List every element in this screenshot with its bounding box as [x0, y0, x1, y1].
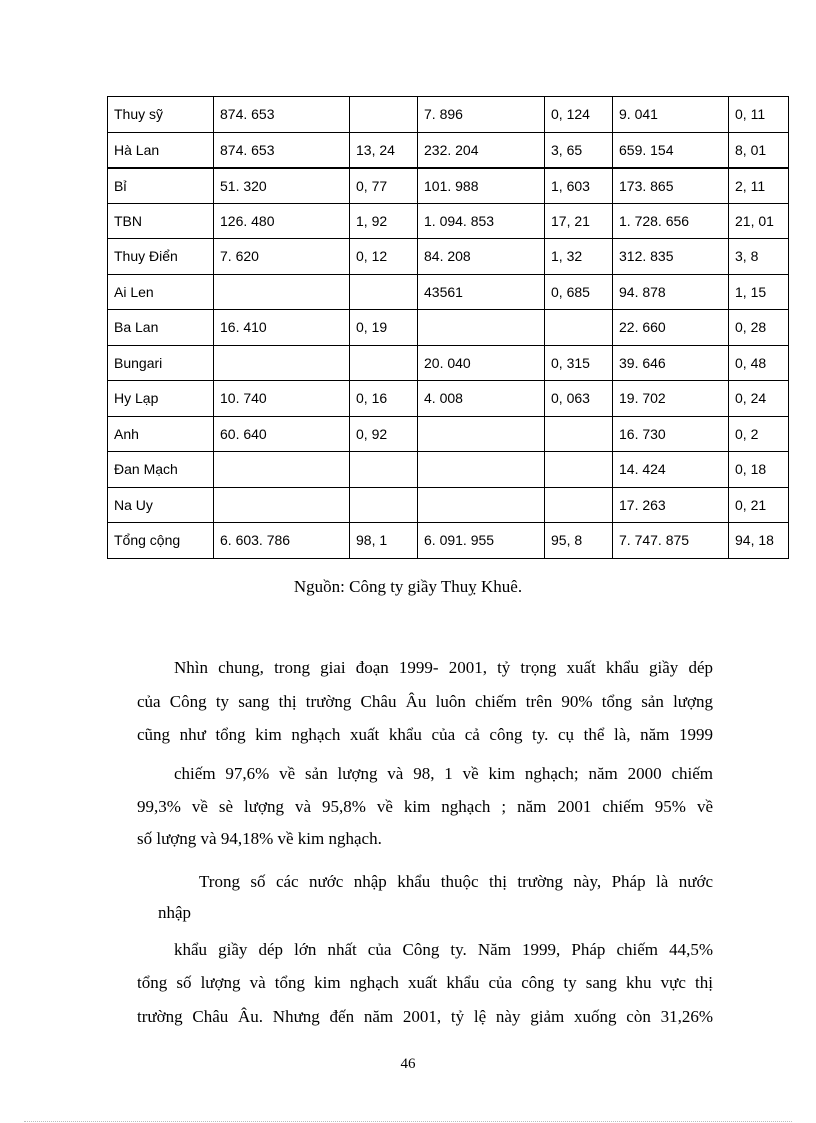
value-cell: 0, 315 — [545, 345, 613, 381]
value-cell — [418, 416, 545, 452]
value-cell — [214, 345, 350, 381]
table-row — [108, 239, 789, 275]
value-cell: 94. 878 — [613, 274, 729, 310]
country-cell: Ai Len — [108, 274, 214, 310]
paragraph-line: cũng như tổng kim nghạch xuất khẩu của cả công ty. cụ thể là, năm 1999 — [137, 725, 713, 744]
value-cell: 874. 653 — [214, 97, 350, 133]
value-cell: 3, 65 — [545, 132, 613, 168]
value-cell: 0, 21 — [729, 487, 789, 523]
table-row — [108, 310, 789, 346]
value-cell: 7. 620 — [214, 239, 350, 275]
value-cell: 8, 01 — [729, 132, 789, 168]
value-cell — [418, 452, 545, 488]
value-cell: 95, 8 — [545, 523, 613, 559]
value-cell: 94, 18 — [729, 523, 789, 559]
value-cell: 9. 041 — [613, 97, 729, 133]
value-cell: 4. 008 — [418, 381, 545, 417]
value-cell: 17. 263 — [613, 487, 729, 523]
table-row — [108, 168, 789, 204]
value-cell: 43561 — [418, 274, 545, 310]
value-cell: 13, 24 — [350, 132, 418, 168]
value-cell: 0, 19 — [350, 310, 418, 346]
value-cell — [545, 310, 613, 346]
value-cell: 232. 204 — [418, 132, 545, 168]
value-cell — [545, 416, 613, 452]
value-cell: 3, 8 — [729, 239, 789, 275]
value-cell: 16. 410 — [214, 310, 350, 346]
value-cell: 312. 835 — [613, 239, 729, 275]
value-cell — [350, 97, 418, 133]
table-row — [108, 345, 789, 381]
value-cell: 1, 603 — [545, 168, 613, 204]
table-row — [108, 487, 789, 523]
value-cell: 98, 1 — [350, 523, 418, 559]
value-cell: 1, 92 — [350, 203, 418, 239]
value-cell: 14. 424 — [613, 452, 729, 488]
country-cell: Hà Lan — [108, 132, 214, 168]
value-cell: 7. 896 — [418, 97, 545, 133]
table-row — [108, 132, 789, 168]
value-cell: 1, 15 — [729, 274, 789, 310]
country-cell: Hy Lạp — [108, 381, 214, 417]
table-row — [108, 203, 789, 239]
value-cell: 0, 2 — [729, 416, 789, 452]
paragraph-line: Nhìn chung, trong giai đoạn 1999- 2001, tỷ trọng xuất khẩu giầy dép — [174, 658, 713, 677]
value-cell — [214, 274, 350, 310]
value-cell — [418, 487, 545, 523]
value-cell: 10. 740 — [214, 381, 350, 417]
value-cell: 0, 16 — [350, 381, 418, 417]
country-cell: Đan Mạch — [108, 452, 214, 488]
value-cell: 0, 28 — [729, 310, 789, 346]
country-cell: Thuy Điển — [108, 239, 214, 275]
value-cell: 17, 21 — [545, 203, 613, 239]
table-row — [108, 452, 789, 488]
value-cell: 1. 728. 656 — [613, 203, 729, 239]
value-cell — [350, 487, 418, 523]
source-caption: Nguồn: Công ty giầy Thuỵ Khuê. — [293, 577, 523, 596]
value-cell: 659. 154 — [613, 132, 729, 168]
value-cell: 2, 11 — [729, 168, 789, 204]
value-cell — [545, 487, 613, 523]
value-cell: 6. 603. 786 — [214, 523, 350, 559]
value-cell: 22. 660 — [613, 310, 729, 346]
country-cell: Na Uy — [108, 487, 214, 523]
footer-divider — [24, 1121, 792, 1122]
country-cell: Ba Lan — [108, 310, 214, 346]
paragraph-line: nhập — [158, 903, 192, 922]
value-cell: 173. 865 — [613, 168, 729, 204]
value-cell: 19. 702 — [613, 381, 729, 417]
value-cell: 0, 11 — [729, 97, 789, 133]
value-cell: 0, 18 — [729, 452, 789, 488]
value-cell: 21, 01 — [729, 203, 789, 239]
table-row — [108, 274, 789, 310]
country-cell: Bỉ — [108, 168, 214, 204]
value-cell — [350, 274, 418, 310]
value-cell: 0, 063 — [545, 381, 613, 417]
value-cell — [350, 452, 418, 488]
paragraph-line: tổng số lượng và tổng kim nghạch xuất khẩu của công ty sang khu vực thị — [137, 973, 713, 992]
export-table — [107, 96, 789, 559]
paragraph-line: Trong số các nước nhập khẩu thuộc thị trường này, Pháp là nước — [199, 872, 713, 891]
value-cell — [545, 452, 613, 488]
value-cell: 0, 48 — [729, 345, 789, 381]
country-cell: Anh — [108, 416, 214, 452]
paragraph-line: chiếm 97,6% về sản lượng và 98, 1 về kim nghạch; năm 2000 chiếm — [174, 764, 713, 783]
value-cell: 126. 480 — [214, 203, 350, 239]
value-cell: 0, 12 — [350, 239, 418, 275]
value-cell: 0, 92 — [350, 416, 418, 452]
table-row — [108, 97, 789, 133]
country-cell: Tổng cộng — [108, 523, 214, 559]
value-cell: 0, 124 — [545, 97, 613, 133]
value-cell: 874. 653 — [214, 132, 350, 168]
value-cell: 84. 208 — [418, 239, 545, 275]
value-cell — [350, 345, 418, 381]
paragraph-line: trường Châu Âu. Nhưng đến năm 2001, tỷ lệ này giảm xuống còn 31,26% — [137, 1007, 713, 1026]
value-cell: 7. 747. 875 — [613, 523, 729, 559]
value-cell: 60. 640 — [214, 416, 350, 452]
value-cell: 20. 040 — [418, 345, 545, 381]
value-cell: 0, 77 — [350, 168, 418, 204]
value-cell: 0, 24 — [729, 381, 789, 417]
country-cell: TBN — [108, 203, 214, 239]
table-row — [108, 381, 789, 417]
value-cell: 51. 320 — [214, 168, 350, 204]
table-row — [108, 523, 789, 559]
paragraph-line: khẩu giầy dép lớn nhất của Công ty. Năm 1999, Pháp chiếm 44,5% — [174, 940, 713, 959]
value-cell — [418, 310, 545, 346]
paragraph-line: 99,3% về sè lượng và 95,8% về kim nghạch ; năm 2001 chiếm 95% về — [137, 797, 713, 816]
country-cell: Thuy sỹ — [108, 97, 214, 133]
value-cell: 0, 685 — [545, 274, 613, 310]
value-cell: 6. 091. 955 — [418, 523, 545, 559]
country-cell: Bungari — [108, 345, 214, 381]
value-cell: 101. 988 — [418, 168, 545, 204]
value-cell: 1. 094. 853 — [418, 203, 545, 239]
value-cell — [214, 487, 350, 523]
value-cell: 39. 646 — [613, 345, 729, 381]
value-cell — [214, 452, 350, 488]
value-cell: 16. 730 — [613, 416, 729, 452]
value-cell: 1, 32 — [545, 239, 613, 275]
table-row — [108, 416, 789, 452]
paragraph-line: của Công ty sang thị trường Châu Âu luôn chiếm trên 90% tổng sản lượng — [137, 692, 713, 711]
page-number: 46 — [400, 1056, 416, 1072]
paragraph-line: số lượng và 94,18% về kim nghạch. — [137, 829, 382, 848]
